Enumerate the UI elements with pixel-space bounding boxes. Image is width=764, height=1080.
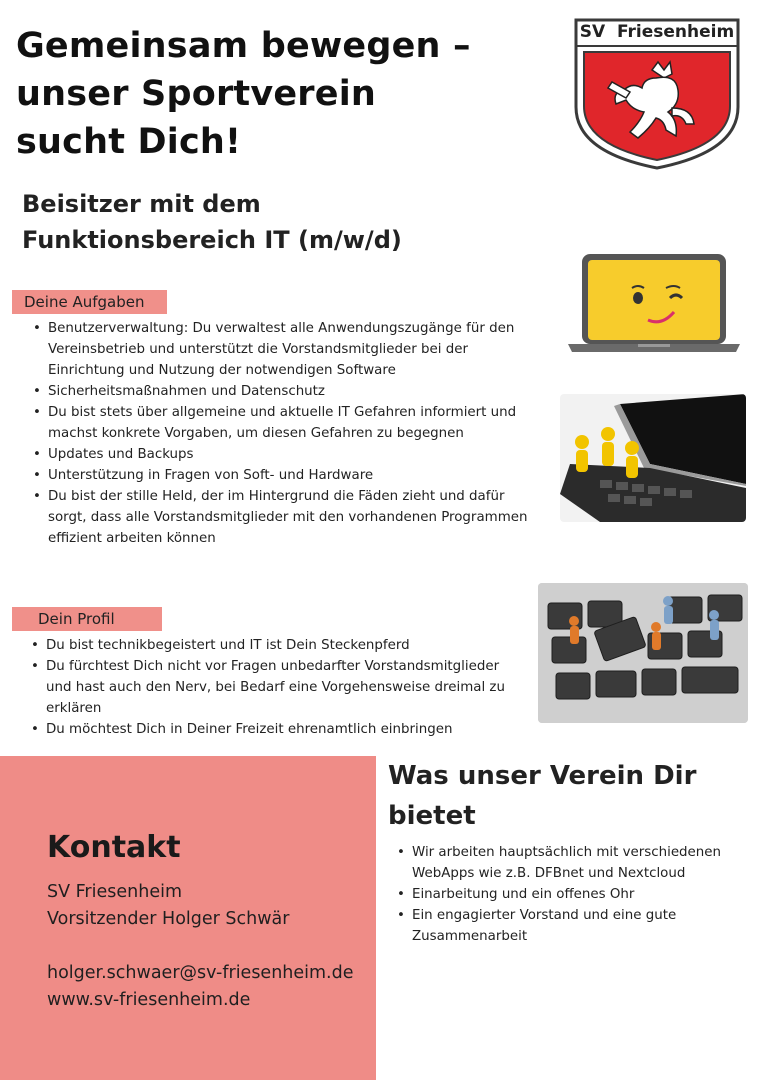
contact-details — [47, 879, 367, 1014]
offer-heading-line: Was unser Verein Dir — [388, 761, 697, 791]
list-item: • Du fürchtest Dich nicht vor Fragen unbedarfter Vorstandsmitglieder und hast auch den Nerv, bei Bedarf eine Vorgehensweise dreimal zu erklären — [28, 656, 528, 719]
contact-club-name: SV Friesenheim — [47, 882, 183, 902]
logo-club-name: SV Friesenheim — [579, 22, 735, 42]
list-item: • Unterstützung in Fragen von Soft- und Hardware — [30, 465, 542, 486]
job-subtitle — [22, 186, 522, 258]
list-item: • Ein engagierter Vorstand und eine gute Zusammenarbeit — [394, 905, 734, 947]
offer-heading-line: bietet — [388, 801, 476, 831]
list-item: • Sicherheitsmaßnahmen und Datenschutz — [30, 381, 542, 402]
laptop-figures-image — [560, 394, 746, 522]
list-item: • Du möchtest Dich in Deiner Freizeit ehrenamtlich einbringen — [28, 719, 528, 740]
winking-laptop-icon — [566, 252, 742, 356]
profil-list — [28, 635, 528, 740]
club-logo — [568, 12, 746, 172]
list-item: • Du bist stets über allgemeine und aktuelle IT Gefahren informiert und machst konkrete Vorgaben, um diesen Gefahren zu begegnen — [30, 402, 542, 444]
offer-list — [394, 842, 734, 947]
title-line: unser Sportverein — [16, 74, 377, 114]
list-item: • Du bist der stille Held, der im Hintergrund die Fäden zieht und dafür sorgt, dass alle Vorstandsmitglieder mit den vorhandenen Programmen effizient arbeiten können — [30, 486, 542, 549]
contact-person: Vorsitzender Holger Schwär — [47, 909, 290, 929]
title-line: Gemeinsam bewegen – — [16, 26, 471, 66]
keyboard-image — [538, 583, 748, 723]
list-item: • Wir arbeiten hauptsächlich mit verschiedenen WebApps wie z.B. DFBnet und Nextcloud — [394, 842, 734, 884]
title-line: sucht Dich! — [16, 122, 242, 162]
list-item: • Du bist technikbegeistert und IT ist Dein Steckenpferd — [28, 635, 528, 656]
subtitle-line: Beisitzer mit dem — [22, 190, 261, 218]
keyboard-workers-photo — [538, 583, 748, 723]
contact-heading: Kontakt — [47, 830, 181, 865]
aufgaben-list — [30, 318, 542, 549]
figures-laptop-photo — [560, 394, 746, 522]
laptop-illustration — [566, 252, 742, 356]
contact-spacer — [47, 933, 367, 960]
subtitle-line: Funktionsbereich IT (m/w/d) — [22, 226, 402, 254]
contact-website-link[interactable]: www.sv-friesenheim.de — [47, 990, 251, 1010]
list-item: • Einarbeitung und ein offenes Ohr — [394, 884, 734, 905]
offer-heading — [388, 756, 748, 836]
section-tag-aufgaben: Deine Aufgaben — [12, 290, 167, 314]
contact-email-link[interactable]: holger.schwaer@sv-friesenheim.de — [47, 963, 354, 983]
list-item: • Benutzerverwaltung: Du verwaltest alle Anwendungszugänge für den Vereinsbetrieb und unterstützt die Vorstandsmitglieder bei der Einrichtung und Nutzung der notwendigen Software — [30, 318, 542, 381]
section-tag-profil: Dein Profil — [12, 607, 162, 631]
list-item: • Updates und Backups — [30, 444, 542, 465]
page-title — [16, 22, 536, 166]
